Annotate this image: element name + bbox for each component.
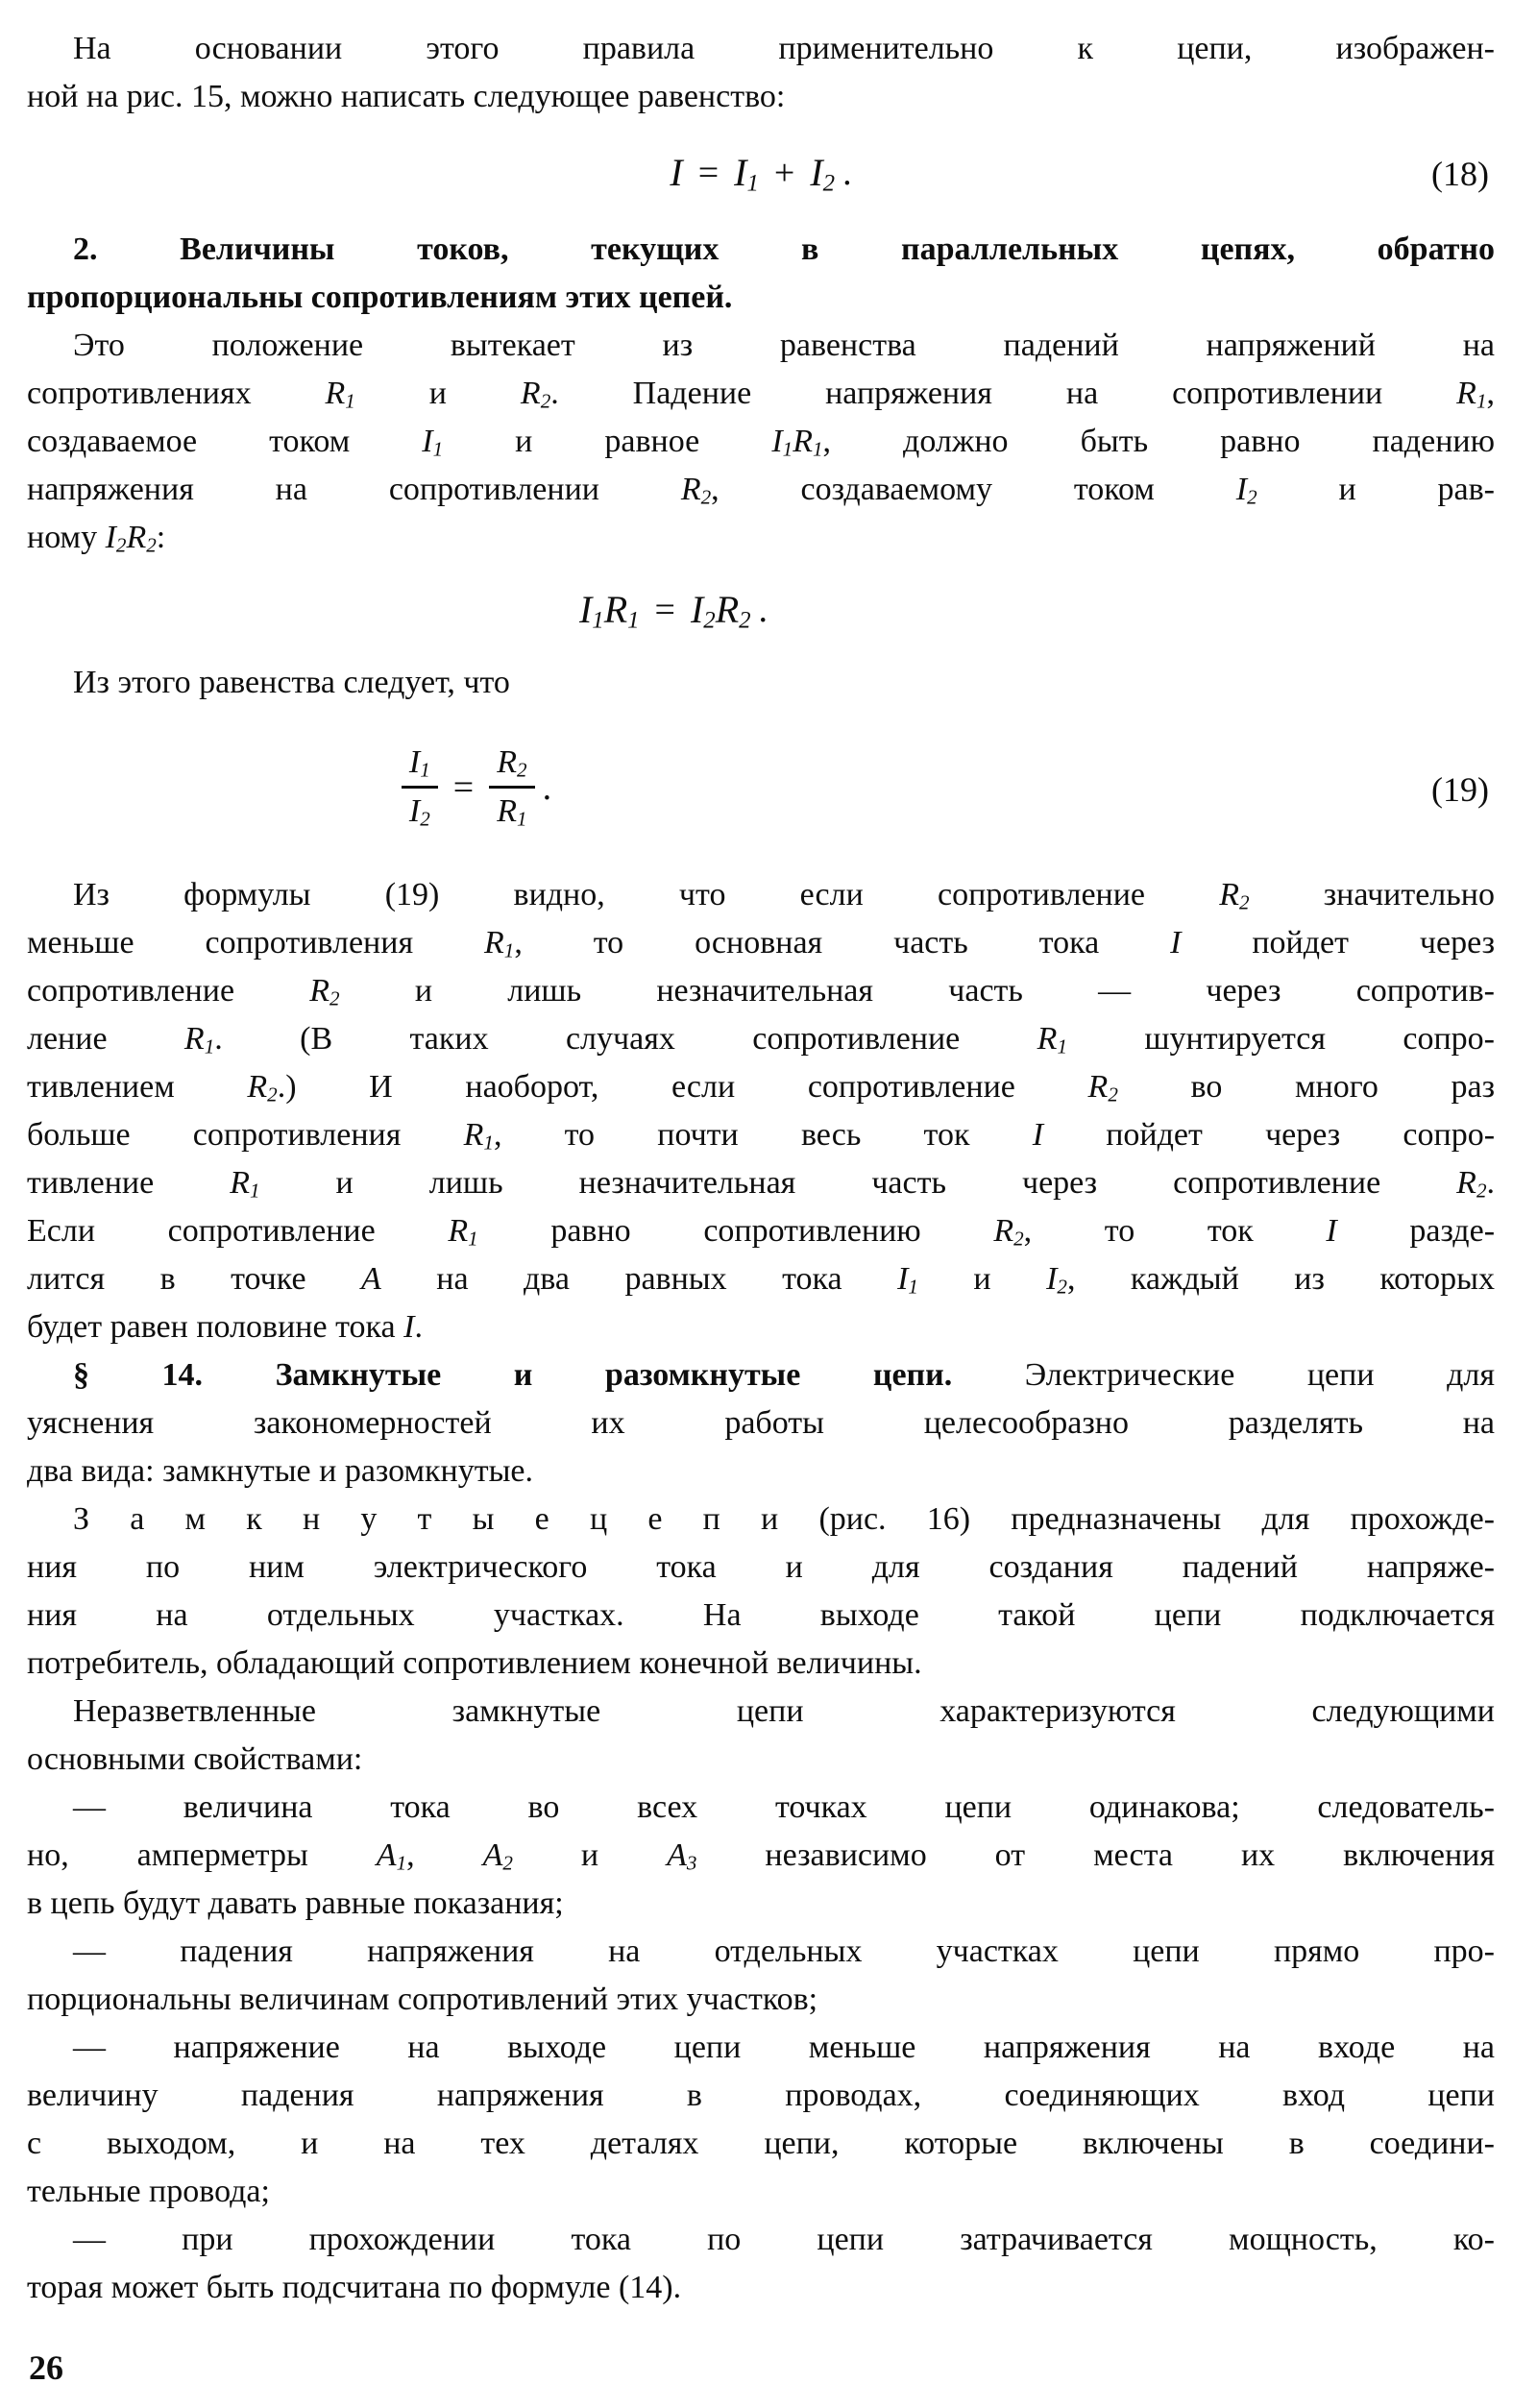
text-line: с выходом, и на тех деталях цепи, которые включены в соедини- <box>27 2126 1495 2161</box>
text-line: сопротивлениях $R_1$ и $R_2$. Падение напряжения на сопротивлении $R_1$, <box>27 376 1495 413</box>
text-line <box>27 1351 1495 1399</box>
math-operator: = <box>654 589 675 630</box>
math-operator: = <box>697 152 720 193</box>
paragraph <box>27 1496 1495 1688</box>
text-line: основными свойствами: <box>27 1741 363 1777</box>
text-line: лится в точке A на два равных тока $I_1$ и $I_2$, каждый из которых <box>27 1261 1495 1299</box>
bold-paragraph <box>27 226 1495 322</box>
text-line: Если сопротивление $R_1$ равно сопротивлению $R_2$, то ток I разде- <box>27 1213 1496 1251</box>
text-line: Из формулы (19) видно, что если сопротивление $R_2$ значительно <box>73 877 1495 914</box>
equation-number: (18) <box>1431 154 1489 193</box>
equation <box>27 562 1495 659</box>
text-line: ния на отдельных участках. На выходе такой цепи подключается <box>27 1597 1495 1633</box>
math-operator: = <box>452 766 475 808</box>
fraction-denominator: $I_2$ <box>408 793 430 831</box>
math-punctuation: . <box>758 589 768 630</box>
text-line: больше сопротивления $R_1$, то почти весь ток I пойдет через сопро- <box>27 1117 1496 1155</box>
text-line: — напряжение на выходе цепи меньше напряжения на входе на <box>73 2030 1495 2065</box>
math-term: I <box>670 151 683 194</box>
paragraph <box>27 322 1495 562</box>
text-line: тельные провода; <box>27 2174 270 2209</box>
text-line: пропорциональны сопротивлениям этих цепей. <box>27 280 733 315</box>
page-number: 26 <box>29 2348 63 2387</box>
text-line: величину падения напряжения в проводах, соединяющих вход цепи <box>27 2078 1495 2113</box>
text-line: уяснения закономерностей их работы целесообразно разделять на <box>27 1405 1495 1441</box>
fraction <box>489 742 534 833</box>
paragraph <box>27 871 1495 1351</box>
text-line: в цепь будут давать равные показания; <box>27 1885 564 1921</box>
text-line: создаваемое током $I_1$ и равное $I_1R_1$, должно быть равно падению <box>27 424 1495 461</box>
paragraph <box>27 1688 1495 1784</box>
text-line: Неразветвленные замкнутые цепи характеризуются следующими <box>73 1693 1495 1729</box>
text-segment: § 14. Замкнутые и разомкнутые цепи. <box>73 1357 953 1393</box>
paragraph <box>27 2216 1495 2312</box>
text-line: — падения напряжения на отдельных участках цепи прямо про- <box>73 1934 1495 1969</box>
text-line: — величина тока во всех точках цепи одинакова; следователь- <box>73 1789 1495 1825</box>
math-term: $I_2$ <box>810 151 836 197</box>
text-line: — при прохождении тока по цепи затрачивается мощность, ко- <box>73 2222 1495 2257</box>
fraction <box>402 742 438 833</box>
math-term: $I_1R_1$ <box>578 588 640 634</box>
paragraph <box>27 2024 1495 2216</box>
fraction-numerator: $I_1$ <box>402 742 438 789</box>
equation-body <box>402 742 551 833</box>
text-line: ной на рис. 15, можно написать следующее равенство: <box>27 79 786 114</box>
fraction-denominator: $R_1$ <box>497 793 527 831</box>
math-term: $I_1$ <box>734 151 759 197</box>
paragraph <box>27 1351 1495 1496</box>
math-term: $I_2R_2$ <box>690 588 751 634</box>
text-line: торая может быть подсчитана по формуле (14). <box>27 2270 682 2305</box>
paragraph <box>27 1928 1495 2024</box>
text-line: напряжения на сопротивлении $R_2$, создаваемому током $I_2$ и рав- <box>27 472 1495 509</box>
equation <box>27 121 1495 226</box>
text-line: сопротивление $R_2$ и лишь незначительная часть — через сопротив- <box>27 973 1495 1010</box>
text-line: На основании этого правила применительно к цепи, изображен- <box>73 31 1495 66</box>
text-line: потребитель, обладающий сопротивлением конечной величины. <box>27 1645 922 1681</box>
math-punctuation: . <box>542 766 552 808</box>
text-line: тивление $R_1$ и лишь незначительная часть через сопротивление $R_2$. <box>27 1165 1495 1203</box>
text-line: ление $R_1$. (В таких случаях сопротивление $R_1$ шунтируется сопро- <box>27 1021 1495 1058</box>
text-segment: Электрические цепи для <box>952 1357 1495 1393</box>
text-line: тивлением $R_2$.) И наоборот, если сопротивление $R_2$ во много раз <box>27 1069 1496 1107</box>
text-line: два вида: замкнутые и разомкнутые. <box>27 1453 534 1489</box>
math-operator: + <box>773 152 795 193</box>
equation <box>27 707 1495 871</box>
text-line: ния по ним электрического тока и для создания падений напряже- <box>27 1549 1495 1585</box>
equation-number: (19) <box>1431 769 1489 809</box>
fraction-numerator: $R_2$ <box>489 742 534 789</box>
equation-body <box>579 587 768 632</box>
text-line: Это положение вытекает из равенства падений напряжений на <box>73 328 1495 363</box>
equation-body <box>670 150 851 195</box>
text-line: будет равен половине тока I. <box>27 1309 423 1345</box>
paragraph <box>27 659 1495 707</box>
text-line: З а м к н у т ы е ц е п и (рис. 16) предназначены для прохожде- <box>73 1501 1495 1537</box>
text-line: 2. Величины токов, текущих в параллельных цепях, обратно <box>73 231 1495 267</box>
text-line: но, амперметры $A_1$, $A_2$ и $A_3$ независимо от места их включения <box>27 1837 1496 1875</box>
text-line: меньше сопротивления $R_1$, то основная часть тока I пойдет через <box>27 925 1496 962</box>
text-line: ному $I_2R_2$: <box>27 520 166 557</box>
text-line: Из этого равенства следует, что <box>73 665 510 700</box>
text-line: порциональны величинам сопротивлений этих участков; <box>27 1982 818 2017</box>
math-punctuation: . <box>842 152 852 193</box>
paragraph <box>27 1784 1495 1928</box>
paragraph <box>27 25 1495 121</box>
